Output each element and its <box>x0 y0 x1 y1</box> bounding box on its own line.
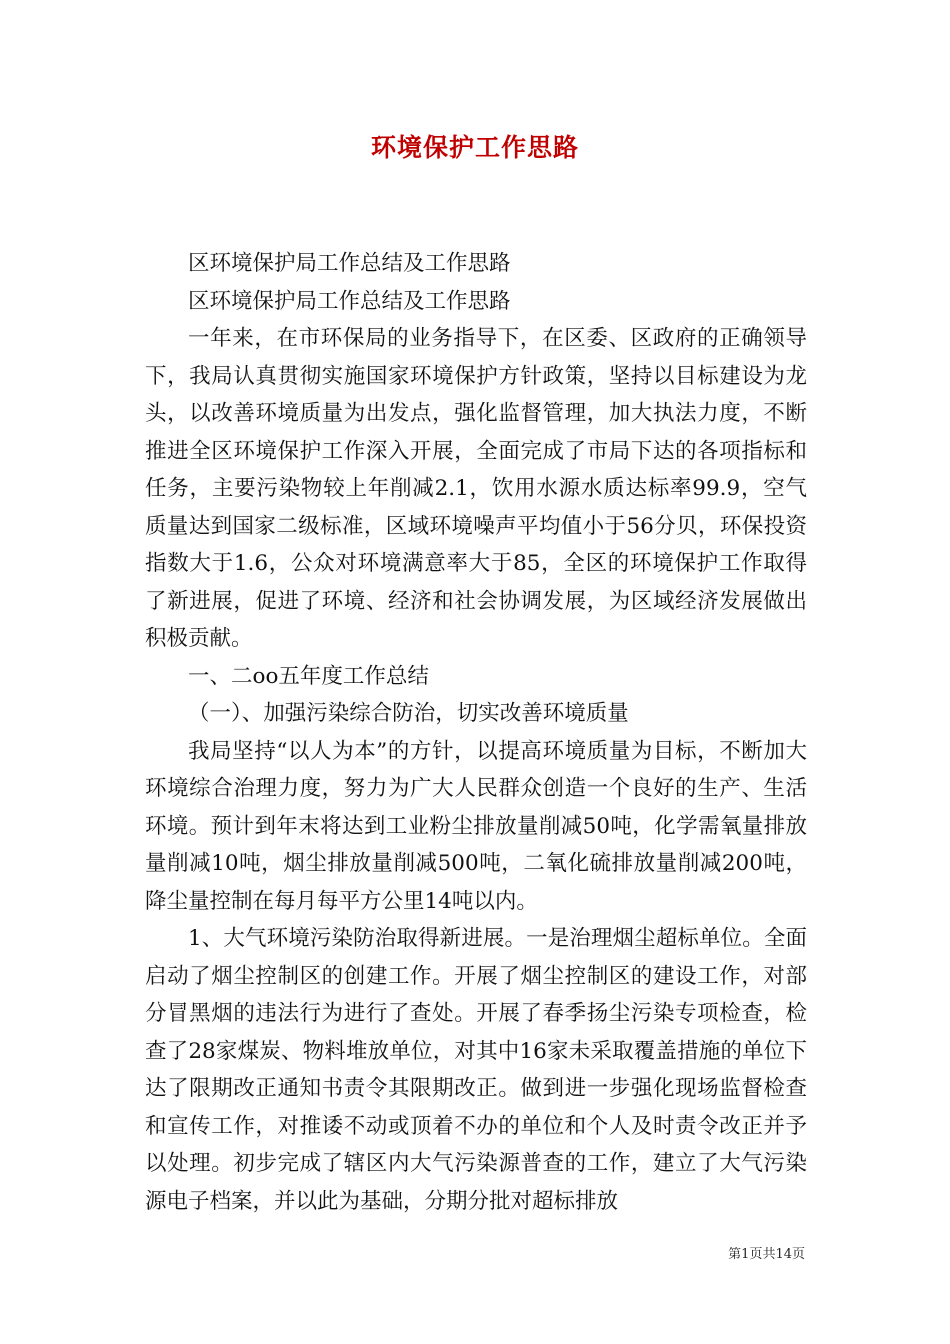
paragraph-policy: 我局坚持“以人为本”的方针，以提高环境质量为目标，不断加大环境综合治理力度，努力为广大人民群众创造一个良好的生产、生活环境。预计到年末将达到工业粉尘排放量削减50吨，化学需氧量排放量削减10吨，烟尘排放量削减500吨，二氧化硫排放量削减200吨，降尘量控制在每月每平方公里14吨以内。 <box>145 738 807 914</box>
document-title: 环境保护工作思路 <box>370 133 579 162</box>
section-heading: 一、二oo五年度工作总结 <box>188 663 429 689</box>
paragraph-subtitle-repeat: 区环境保护局工作总结及工作思路 <box>188 288 511 314</box>
paragraph-air-pollution: 1、大气环境污染防治取得新进展。一是治理烟尘超标单位。全面启动了烟尘控制区的创建工作。开展了烟尘控制区的建设工作，对部分冒黑烟的违法行为进行了查处。开展了春季扬尘污染专项检查，检查了28家煤炭、物料堆放单位，对其中16家未采取覆盖措施的单位下达了限期改正通知书责令其限期改正。做到进一步强化现场监督检查和宣传工作，对推诿不动或顶着不办的单位和个人及时责令改正并予以处理。初步完成了辖区内大气污染源普查的工作，建立了大气污染源电子档案，并以此为基础，分期分批对超标排放 <box>145 926 807 1214</box>
document-body <box>145 245 807 1220</box>
page-number-footer: 第1页共14页 <box>728 1247 805 1262</box>
subsection-heading: （一）、加强污染综合防治，切实改善环境质量 <box>188 701 629 726</box>
paragraph-subtitle: 区环境保护局工作总结及工作思路 <box>188 251 511 276</box>
paragraph-intro: 一年来，在市环保局的业务指导下，在区委、区政府的正确领导下，我局认真贯彻实施国家环境保护方针政策，坚持以目标建设为龙头，以改善环境质量为出发点，强化监督管理，加大执法力度，不断推进全区环境保护工作深入开展，全面完成了市局下达的各项指标和任务，主要污染物较上年削减2.1，饮用水源水质达标率99.9，空气质量达到国家二级标准，区域环境噪声平均值小于56分贝，环保投资指数大于1.6，公众对环境满意率大于85，全区的环境保护工作取得了新进展，促进了环境、经济和社会协调发展，为区域经济发展做出积极贡献。 <box>145 326 807 651</box>
